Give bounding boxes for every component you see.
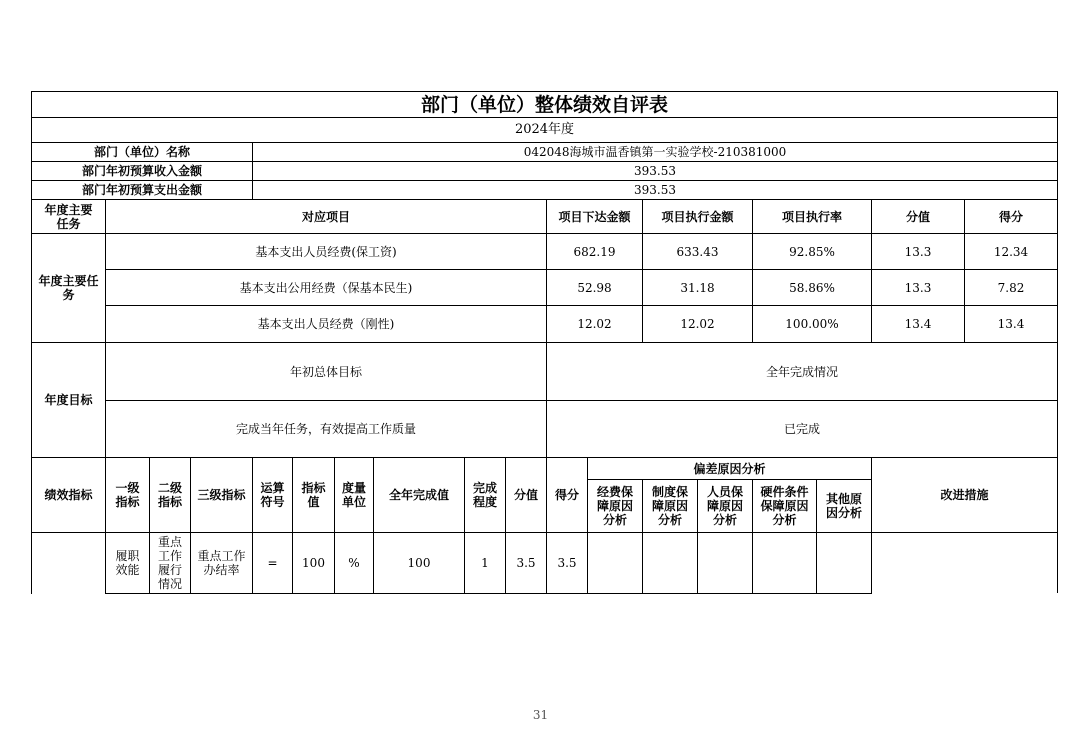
ind-header-degree: 完成程度	[472, 481, 497, 509]
ind-header-deviation: 偏差原因分析	[693, 461, 766, 476]
task-score: 13.4	[997, 317, 1025, 331]
tasks-header-task: 年度主要任务	[44, 202, 93, 231]
task-score: 12.34	[993, 244, 1029, 259]
ind-header-level2: 二级指标	[157, 481, 182, 509]
ind-header-unit: 度量单位	[341, 481, 366, 509]
ind-target: 100	[302, 556, 325, 570]
tasks-header-executed: 项目执行金额	[661, 209, 734, 224]
page-title: 部门（单位）整体绩效自评表	[420, 93, 668, 116]
budget-expense-value: 393.53	[634, 183, 676, 197]
tasks-section-label: 年度主要任务	[38, 274, 99, 302]
task-allocated: 12.02	[577, 317, 612, 331]
ind-degree: 1	[481, 556, 489, 570]
goals-result-header: 全年完成情况	[765, 364, 838, 379]
tasks-header-score: 得分	[998, 209, 1023, 224]
task-allocated: 682.19	[573, 244, 616, 259]
ind-header-operator: 运算符号	[260, 481, 285, 509]
task-score: 7.82	[997, 280, 1025, 295]
task-score-value: 13.3	[904, 280, 932, 295]
ind-header-score: 得分	[554, 488, 579, 502]
ind-header-dev-other: 其他原因分析	[825, 492, 862, 520]
task-score-value: 13.3	[904, 244, 932, 259]
ind-header-dev-funding: 经费保障原因分析	[596, 485, 633, 527]
unit-name-label: 部门（单位）名称	[93, 145, 190, 159]
task-executed: 633.43	[676, 244, 719, 259]
ind-header-dev-system: 制度保障原因分析	[651, 485, 688, 527]
tasks-header-rate: 项目执行率	[781, 209, 842, 224]
goals-label: 年度目标	[44, 393, 93, 407]
ind-level3: 重点工作办结率	[197, 549, 246, 577]
ind-header-level1: 一级指标	[115, 481, 140, 509]
task-item: 基本支出人员经费(保工资)	[255, 244, 397, 259]
unit-name-value: 042048海城市温香镇第一实验学校-210381000	[523, 145, 787, 159]
ind-header-level3: 三级指标	[197, 488, 246, 502]
page-number: 31	[532, 708, 549, 722]
budget-expense-label: 部门年初预算支出金额	[81, 183, 202, 197]
ind-header-dev-staff: 人员保障原因分析	[706, 485, 743, 527]
ind-header-dev-hardware: 硬件条件保障原因分析	[760, 485, 809, 527]
ind-level2: 重点工作履行情况	[157, 535, 182, 591]
task-executed: 12.02	[680, 317, 715, 331]
task-rate: 58.86%	[789, 280, 835, 295]
ind-header-score-value: 分值	[513, 488, 538, 502]
budget-income-value: 393.53	[634, 164, 676, 178]
ind-header-target: 指标值	[301, 481, 326, 509]
ind-header-perf: 绩效指标	[44, 488, 93, 502]
tasks-header-allocated: 项目下达金额	[558, 209, 631, 224]
ind-level1: 履职效能	[115, 549, 140, 577]
goals-initial-header: 年初总体目标	[289, 364, 362, 379]
year-label: 2024年度	[514, 122, 575, 137]
goals-result: 已完成	[783, 422, 820, 436]
ind-unit: %	[348, 556, 360, 570]
task-item: 基本支出人员经费（刚性)	[257, 317, 395, 331]
ind-operator: =	[267, 556, 278, 570]
task-rate: 100.00%	[785, 317, 839, 331]
budget-income-label: 部门年初预算收入金额	[81, 164, 202, 178]
task-allocated: 52.98	[577, 280, 612, 295]
task-rate: 92.85%	[789, 244, 835, 259]
task-item: 基本支出公用经费（保基本民生)	[239, 280, 413, 295]
ind-score: 3.5	[557, 556, 577, 570]
tasks-header-score-value: 分值	[905, 209, 930, 224]
ind-header-annual: 全年完成值	[388, 488, 449, 502]
task-executed: 31.18	[680, 280, 715, 295]
task-score-value: 13.4	[904, 317, 932, 331]
goals-initial: 完成当年任务，有效提高工作质量	[235, 422, 416, 436]
ind-header-improve: 改进措施	[940, 488, 989, 502]
tasks-header-item: 对应项目	[301, 209, 350, 224]
ind-score-value: 3.5	[516, 556, 536, 570]
ind-annual: 100	[407, 556, 431, 570]
